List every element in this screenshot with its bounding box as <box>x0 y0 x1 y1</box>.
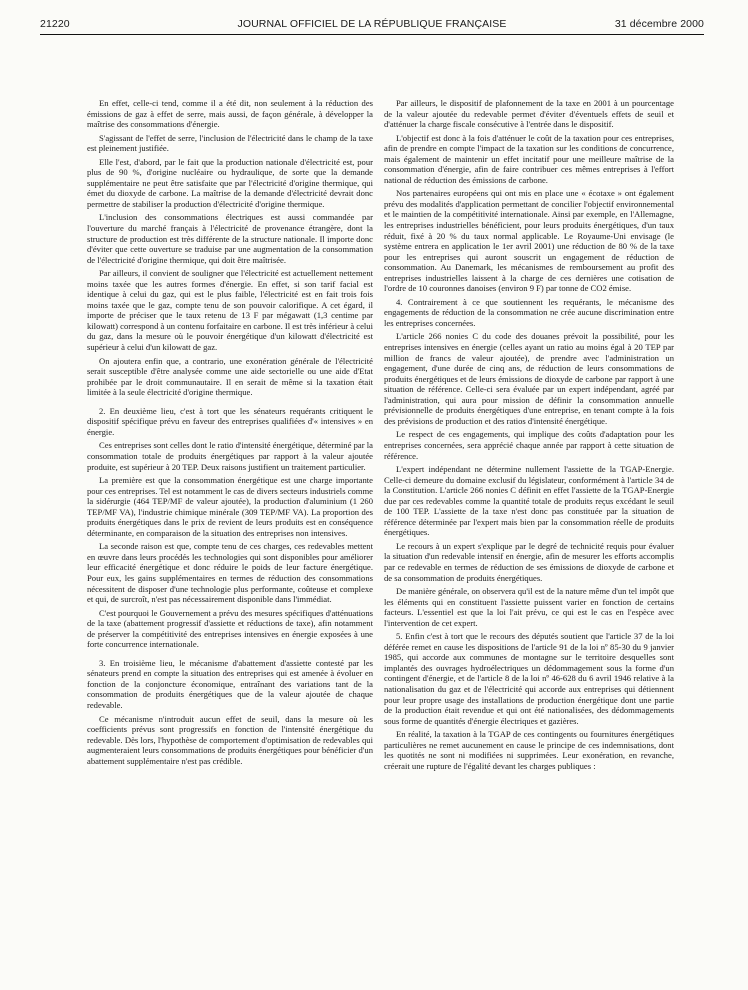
paragraph: Le respect de ces engagements, qui implique des coûts d'adaptation pour les entreprises concernées, sera apprécié chaque année par rapport à cette situation de référence. <box>384 429 674 461</box>
paragraph: La première est que la consommation énergétique est une charge importante pour ces entreprises. Tel est notamment le cas de divers secteurs industriels comme la sidérurgie (464 TEP/MF de valeur ajoutée), la production d'aluminium (1 260 TEP/MF VA), l'industrie chimique minérale (309 TEP/MF VA). La proportion des produits énergétiques dans le prix de revient de leurs produits est en conséquence déterminante, en comparaison de la situation des entreprises non intensives. <box>87 475 373 538</box>
paragraph: Le recours à un expert s'explique par le degré de technicité requis pour évaluer la situation d'un redevable intensif en énergie, afin de mesurer les efforts accomplis par ce redevable en termes de réduction de ses émissions de dioxyde de carbone et de sa consommation de produits énergétiques. <box>384 540 674 583</box>
paragraph: Ces entreprises sont celles dont le ratio d'intensité énergétique, déterminé par la consommation totale de produits énergétiques par rapport à la valeur ajoutée produite, est supérieur à 20 TEP. Deux raisons justifient un traitement particulier. <box>87 440 373 472</box>
paragraph: En réalité, la taxation à la TGAP de ces contingents ou fournitures énergétiques particulières ne remet aucunement en cause le principe de ces indemnisations, dont les quotités ne sont ni modifiées ni supprimées. Leur exonération, en revanche, créerait une rupture de l'égalité devant les charges publiques : <box>384 729 674 771</box>
paragraph: 4. Contrairement à ce que soutiennent les requérants, le mécanisme des engagements de réduction de la consommation ne crée aucune discrimination entre les entreprises concernées. <box>384 296 674 328</box>
right-column <box>384 98 674 774</box>
paragraph: S'agissant de l'effet de serre, l'inclusion de l'électricité dans le champ de la taxe est pleinement justifiée. <box>87 132 373 154</box>
paragraph: L'expert indépendant ne détermine nullement l'assiette de la TGAP-Energie. Celle-ci demeure du domaine exclusif du législateur, conformément à l'article 34 de la Constitution. L'article 266 nonies C définit en effet l'assiette de la TGAP-Energie due par ces redevables comme la quantité totale de produits reçus excédant le seuil de 100 TEP. L'assiette de la taxe n'est donc pas constituée par la situation de référence déterminée par l'expert mais bien par la consommation réelle de produits énergétiques. <box>384 464 674 538</box>
paragraph: La seconde raison est que, compte tenu de ces charges, ces redevables mettent en œuvre dans leurs procédés les technologies qui sont disponibles pour améliorer leur efficacité énergétique et donc réduire le poids de leur facture énergétique. Pour eux, les gains supplémentaires en termes de réduction des consommations nécessitent de disposer d'une technologie plus performante, coûteuse et complexe et qui, de surcroît, n'est pas nécessairement disponible dans l'immédiat. <box>87 541 373 605</box>
page-number: 21220 <box>40 18 70 30</box>
paragraph: 5. Enfin c'est à tort que le recours des députés soutient que l'article 37 de la loi déférée remet en cause les dispositions de l'article 91 de la loi nº 85-30 du 9 janvier 1985, qui accorde aux communes de montagne sur le territoire desquelles sont implantés des ouvrages hydroélectriques un dédommagement sous la forme d'un contingent d'énergie, et de l'article 8 de la loi nº 46-628 du 6 avril 1946 relative à la nationalisation du gaz et de l'électricité qui accorde aux entreprises qui détiennent pour leur propre usage des installations de production énergétique dont une partie de la production était revendue et qui ont été nationalisées, des dédommagements sous forme de quantités d'énergie électriques et gazières. <box>384 631 674 726</box>
header-rule <box>40 34 704 35</box>
paragraph: L'objectif est donc à la fois d'atténuer le coût de la taxation pour ces entreprises, afin de prendre en compte l'impact de la taxation sur les conditions de concurrence, mais également de maintenir un effet incitatif pour une meilleure maîtrise de la consommation d'énergie, afin de faire contribuer ces mêmes entreprises à l'effort national de réduction des émissions de carbone. <box>384 132 674 185</box>
paragraph: L'article 266 nonies C du code des douanes prévoit la possibilité, pour les entreprises intensives en énergie (celles ayant un ratio au moins égal à 20 TEP par million de francs de valeur ajoutée), de prendre avec l'administration un engagement, d'une durée de cinq ans, de réduction de leurs consommations de produits énergétiques et de leurs émissions de dioxyde de carbone par rapport à une situation de référence. Celle-ci sera évaluée par un expert indépendant, agréé par l'administration, qui aura pour mission de définir la consommation annuelle prévisionnelle de produits énergétiques d'une entreprise, en tenant compte à la fois des prévisions de production et des ratios d'intensité énergétique. <box>384 331 674 426</box>
paragraph: Ce mécanisme n'introduit aucun effet de seuil, dans la mesure où les coefficients prévus sont progressifs en fonction de l'intensité énergétique du redevable. Dès lors, l'hypothèse de comportement d'optimisation de redevables qui augmenteraient leurs consommations de produits énergétiques pour bénéficier d'un abattement supplémentaire n'est pas crédible. <box>87 713 373 766</box>
paragraph: Nos partenaires européens qui ont mis en place une « écotaxe » ont également prévu des modalités d'application permettant de concilier l'objectif environnemental et le maintien de la compétitivité internationale. Ainsi par exemple, en l'Allemagne, les entreprises industrielles bénéficient, pour leurs produits énergétiques, d'un taux réduit, fixé à 20 % du taux normal applicable. Le Royaume-Uni envisage (le système entrera en application le 1er avril 2001) une réduction de 80 % de la taxe pour les entreprises qui auront souscrit un engagement de réduction de consommation. Au Danemark, les mécanismes de remboursement au profit des entreprises industrielles laissent à la charge de ces dernières une cotisation de l'ordre de 10 couronnes danoises (environ 9 F) par tonne de CO2 émise. <box>384 188 674 294</box>
left-column <box>87 98 373 769</box>
paragraph: En effet, celle-ci tend, comme il a été dit, non seulement à la réduction des émissions de gaz à effet de serre, mais aussi, de façon générale, à développer la maîtrise des consommations d'énergie. <box>87 98 373 130</box>
publication-date: 31 décembre 2000 <box>614 18 704 30</box>
paragraph: Elle l'est, d'abord, par le fait que la production nationale d'électricité est, pour plus de 90 %, d'origine nucléaire ou hydraulique, de sorte que la demande supplémentaire ne peut être satisfaite que par l'électricité d'origine thermique, qui émet du dioxyde de carbone. La maîtrise de la demande d'électricité devrait donc permettre de stabiliser la production d'électricité d'origine thermique. <box>87 156 373 209</box>
paragraph: 3. En troisième lieu, le mécanisme d'abattement d'assiette contesté par les sénateurs prend en compte la situation des entreprises qui est amenée à évoluer en fonction de la conjoncture économique, entraînant des variations tant de la consommation de produits énergétiques que de la valeur ajoutée de chaque redevable. <box>87 657 373 710</box>
paragraph: 2. En deuxième lieu, c'est à tort que les sénateurs requérants critiquent le dispositif spécifique prévu en faveur des entreprises qualifiées d'« intensives » en énergie. <box>87 405 373 437</box>
journal-title: JOURNAL OFFICIEL DE LA RÉPUBLIQUE FRANÇAISE <box>237 18 507 30</box>
paragraph: C'est pourquoi le Gouvernement a prévu des mesures spécifiques d'atténuations de la taxe (abattement progressif d'assiette et réductions de taxe), afin notamment de préserver la compétitivité des entreprises intensives en énergie exposées à une forte concurrence internationale. <box>87 607 373 650</box>
paragraph: On ajoutera enfin que, a contrario, une exonération générale de l'électricité serait susceptible d'être analysée comme une aide sectorielle ou une aide d'Etat prohibée par le droit communautaire. Il en serait de même si la taxation était limitée à la seule électricité d'origine thermique. <box>87 355 373 398</box>
paragraph: De manière générale, on observera qu'il est de la nature même d'un tel impôt que les éléments qui en constituent l'assiette puissent varier en fonction de certains facteurs. L'essentiel est que la loi l'ait prévu, ce qui est le cas en l'espèce avec l'intervention de cet expert. <box>384 586 674 628</box>
paragraph: L'inclusion des consommations électriques est aussi commandée par l'ouverture du marché français à l'électricité de provenance étrangère, dont la structure de production est très différente de la structure nationale. Il importe donc d'éviter que cette ouverture se traduise par une augmentation de la consommation de l'électricité d'origine thermique, qui doit être maîtrisée. <box>87 212 373 265</box>
page-header <box>40 18 704 34</box>
paragraph: Par ailleurs, il convient de souligner que l'électricité est actuellement nettement moins taxée que les autres formes d'énergie. En effet, si son tarif facial est identique à celui du gaz, qui est le plus faible, l'électricité est en fait trois fois moins taxée que le gaz, compte tenu de son pouvoir calorifique. A cet égard, il importe de préciser que le taux retenu de 13 F par mégawatt (1,3 centime par kilowatt) correspond à un contenu forfaitaire en carbone. Il est très inférieur à celui du gaz, dans la mesure où le pouvoir énergétique d'un kilowatt d'électricité est supérieur à celui d'un kilowatt de gaz. <box>87 268 373 353</box>
paragraph: Par ailleurs, le dispositif de plafonnement de la taxe en 2001 à un pourcentage de la valeur ajoutée du redevable permet d'éviter d'éventuels effets de seuil et d'atténuer la charge fiscale consécutive à l'entrée dans le dispositif. <box>384 98 674 130</box>
